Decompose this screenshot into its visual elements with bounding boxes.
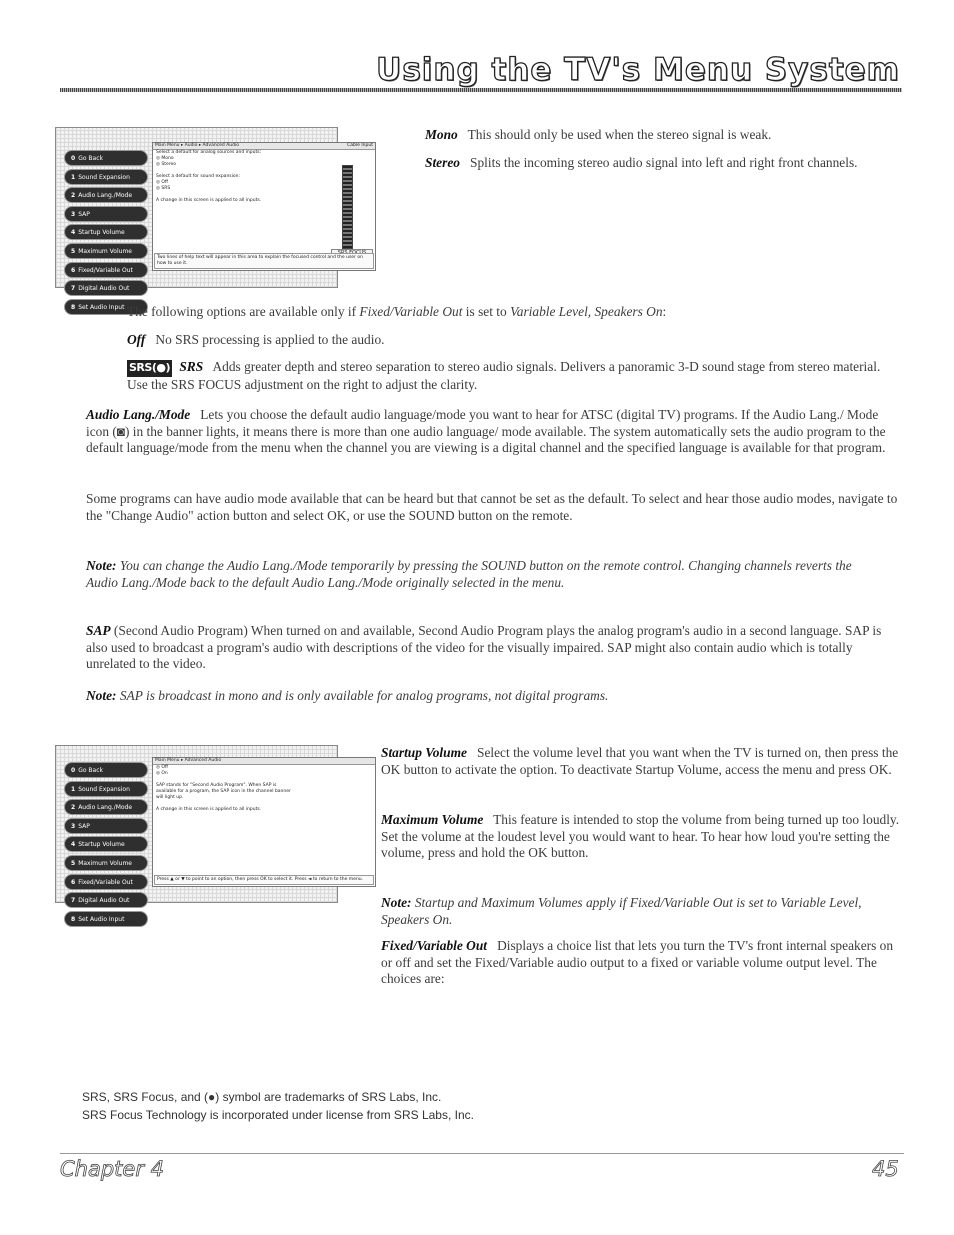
panel-line: ◎ SRS (156, 186, 171, 191)
maximum-volume-paragraph: Maximum Volume This feature is intended to stop the volume from being turned up too loudly. Set the volume at the loudest level you would want to hear. To hear how loud you're setting the volume, press and hold the OK button. (381, 812, 900, 861)
note-sap-paragraph: Note: SAP is broadcast in mono and is only available for analog programs, not digital programs. (86, 688, 609, 703)
panel-line: ◎ Mono (156, 156, 174, 161)
breadcrumb: Main Menu ▸ Audio ▸ Advanced Audio Cable Input (155, 143, 373, 148)
help-text: Two lines of help text will appear in this area to explain the focused control and the user on how to use it. (154, 253, 374, 269)
panel-line: SAP stands for "Second Audio Program". When SAP is (156, 783, 277, 788)
menu-item-7 (64, 280, 148, 296)
menu-item-number: 4 (71, 841, 76, 849)
menu-item-4 (64, 836, 148, 852)
panel-line: A change in this screen is applied to all inputs. (156, 198, 262, 203)
menu-item-3 (64, 818, 148, 834)
panel-line: ◎ On (156, 771, 168, 776)
menu-item-label: Fixed/Variable Out (78, 878, 133, 886)
screen-panel (152, 142, 376, 271)
menu-item-number: 3 (71, 822, 76, 830)
menu-item-label: Audio Lang./Mode (78, 804, 133, 812)
license-footnote: SRS Focus Technology is incorporated under license from SRS Labs, Inc. (82, 1108, 474, 1122)
some-programs-paragraph: Some programs can have audio mode available that can be heard but that cannot be set as the default. To select and hear those audio modes, navigate to the "Change Audio" action button and select OK, or use the SOUND button on the remote. (86, 491, 898, 523)
srs-focus-slider (342, 165, 353, 249)
menu-item-5 (64, 243, 148, 259)
menu-item-label: Sound Expansion (78, 785, 130, 793)
menu-item-number: 2 (71, 192, 76, 200)
menu-list (64, 150, 148, 317)
menu-screenshot-sap (55, 745, 364, 923)
menu-item-number: 0 (71, 767, 76, 774)
menu-item-6 (64, 874, 148, 890)
note-volumes-paragraph: Note: Startup and Maximum Volumes apply if Fixed/Variable Out is set to Variable Level, Speakers On. (381, 895, 862, 927)
menu-item-3 (64, 206, 148, 222)
menu-item-label: Set Audio Input (78, 303, 125, 311)
srs-logo-icon: SRS(●) (127, 360, 172, 377)
panel-line: available for a program, the SAP icon in the channel banner (156, 789, 291, 794)
menu-item-label: Maximum Volume (78, 247, 132, 255)
footer-rule (60, 1153, 904, 1154)
menu-item-label: Startup Volume (78, 841, 125, 849)
menu-screenshot-sound-expansion (55, 127, 373, 311)
panel-line: A change in this screen is applied to all inputs. (156, 807, 262, 812)
fixed-variable-paragraph: Fixed/Variable Out Displays a choice list that lets you turn the TV's front internal speakers on or off and set the Fixed/Variable audio output to a fixed or variable volume output level. The choices are: (381, 938, 894, 987)
menu-item-number: 5 (71, 247, 76, 255)
menu-item-label: Digital Audio Out (78, 897, 130, 905)
menu-item-label: Go Back (78, 155, 103, 162)
menu-item-2 (64, 799, 148, 815)
panel-line: ◎ Stereo (156, 162, 177, 167)
menu-item-7 (64, 892, 148, 908)
page-number: 45 (872, 1157, 899, 1181)
trademark-footnote: SRS, SRS Focus, and (●) symbol are trademarks of SRS Labs, Inc. (82, 1090, 442, 1104)
menu-item-number: 7 (71, 897, 76, 905)
menu-item-label: Startup Volume (78, 229, 125, 237)
menu-item-number: 7 (71, 285, 76, 293)
mono-paragraph: Mono This should only be used when the stereo signal is weak. (425, 127, 772, 142)
menu-item-number: 3 (71, 210, 76, 218)
page-title: Using the TV's Menu System (376, 52, 900, 88)
menu-item-0 (64, 150, 148, 166)
menu-item-0 (64, 762, 148, 778)
menu-item-8 (64, 911, 148, 927)
audio-lang-paragraph: Audio Lang./Mode Lets you choose the default audio language/mode you want to hear for ATSC (digital TV) programs. If the Audio Lang./ Mode icon (◙) in the banner lights, it means there is more than one audio language/ mode available. The system automatically sets the audio program to the default language/mode from the menu when the channel you are viewing is a digital channel and the specified language is available for that program. (86, 407, 886, 456)
breadcrumb: Main Menu ▸ Advanced Audio (153, 758, 375, 765)
following-options-paragraph: The following options are available only if Fixed/Variable Out is set to Variable Level, Speakers On: (127, 304, 667, 319)
menu-list (64, 762, 148, 929)
menu-item-1 (64, 781, 148, 797)
menu-item-4 (64, 224, 148, 240)
off-paragraph: Off No SRS processing is applied to the audio. (127, 332, 385, 347)
menu-item-label: SAP (78, 210, 90, 218)
menu-item-label: Audio Lang./Mode (78, 192, 133, 200)
menu-item-label: Sound Expansion (78, 173, 130, 181)
srs-paragraph: SRS(●) SRS Adds greater depth and stereo separation to stereo audio signals. Delivers a panoramic 3-D sound stage from stereo material. Use the SRS FOCUS adjustment on the right to adjust the clarity. (127, 359, 881, 392)
menu-item-label: SAP (78, 822, 90, 830)
menu-item-6 (64, 262, 148, 278)
menu-item-number: 1 (71, 785, 76, 793)
screen-panel (152, 757, 376, 887)
help-text: Press ▲ or ▼ to point to an option, then press OK to select it. Press ◄ to return to the menu. (154, 875, 374, 885)
panel-line: ◎ Off (156, 765, 168, 770)
menu-item-number: 6 (71, 878, 76, 886)
chapter-label: Chapter 4 (60, 1157, 164, 1181)
menu-item-number: 5 (71, 859, 76, 867)
panel-line: Select a default for sound expansion: (156, 174, 241, 179)
menu-item-5 (64, 855, 148, 871)
menu-item-number: 2 (71, 804, 76, 812)
menu-item-2 (64, 187, 148, 203)
menu-item-number: 8 (71, 915, 76, 923)
menu-item-label: Digital Audio Out (78, 285, 130, 293)
stereo-paragraph: Stereo Splits the incoming stereo audio signal into left and right front channels. (425, 155, 858, 170)
menu-item-number: 8 (71, 303, 76, 311)
panel-line: Select a default for analog sources and inputs: (156, 150, 262, 155)
sap-paragraph: SAP (Second Audio Program) When turned on and available, Second Audio Program plays the analog program's audio in a second language. SAP is also used to broadcast a program's audio with descriptions of the video for the visually impaired. SAP might also contain audio which is totally unrelated to the video. (86, 623, 882, 672)
menu-item-label: Maximum Volume (78, 859, 132, 867)
menu-item-label: Go Back (78, 767, 103, 774)
startup-volume-paragraph: Startup Volume Select the volume level that you want when the TV is turned on, then press the OK button to activate the option. To deactivate Startup Volume, access the menu and press OK. (381, 745, 899, 777)
menu-item-number: 0 (71, 155, 76, 162)
panel-line: will light up. (156, 795, 184, 800)
panel-line: ◎ Off (156, 180, 168, 185)
menu-item-label: Fixed/Variable Out (78, 266, 133, 274)
note-audio-paragraph: Note: You can change the Audio Lang./Mode temporarily by pressing the SOUND button on the remote control. Changing channels reverts the Audio Lang./Mode back to the default Audio Lang./Mode originally selected in the menu. (86, 558, 852, 590)
menu-item-label: Set Audio Input (78, 915, 125, 923)
panel-text (153, 765, 375, 813)
title-rule (60, 88, 902, 92)
menu-item-number: 6 (71, 266, 76, 274)
menu-item-number: 1 (71, 173, 76, 181)
menu-item-number: 4 (71, 229, 76, 237)
menu-item-1 (64, 169, 148, 185)
